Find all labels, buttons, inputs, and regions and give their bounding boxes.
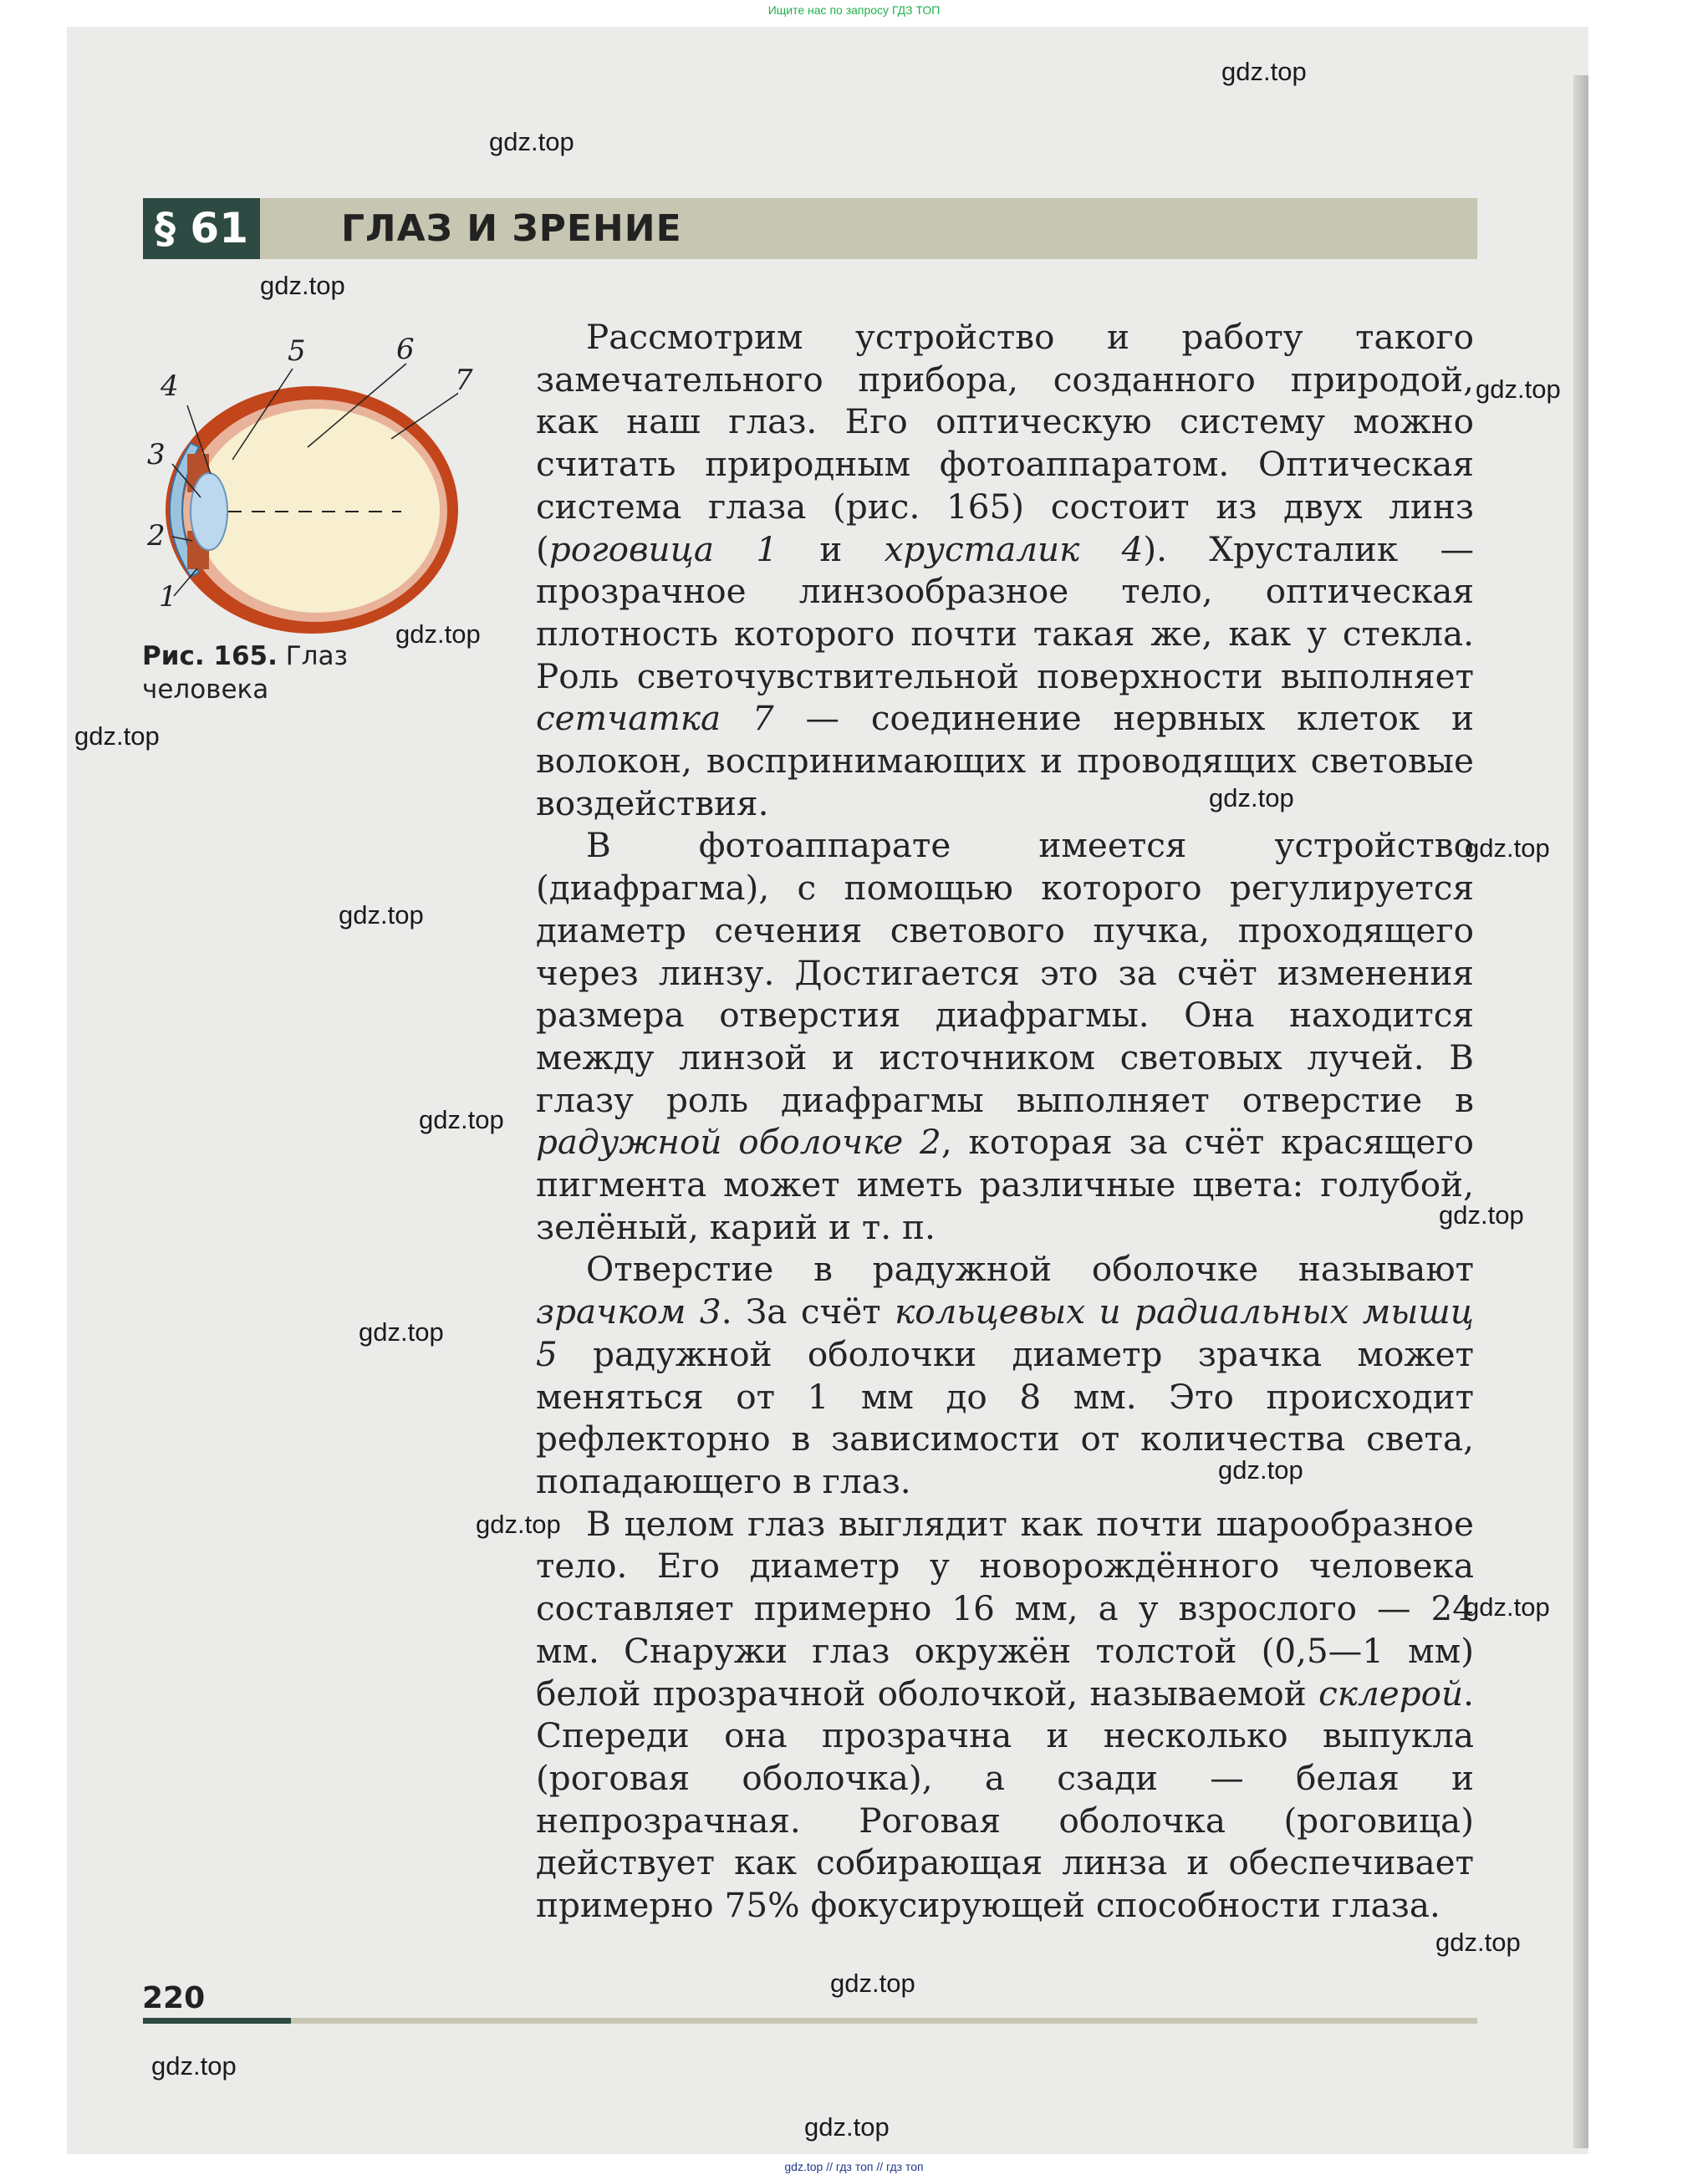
text-run: В целом глаз выглядит как почти шарообразное тело. Его диаметр у новорождённого человека составляет примерно 16 мм, а у взрослого — 24 мм. Снаружи глаз окружён толстой (0,5—1 мм) белой прозрачной оболочкой, называемой (536, 1503, 1474, 1714)
book-spine-shadow (1573, 75, 1588, 2148)
watermark: gdz.top (395, 619, 481, 649)
figure-caption-number: Рис. 165. (142, 641, 278, 671)
watermark: gdz.top (804, 2112, 890, 2142)
text-run: и (778, 528, 885, 569)
watermark: gdz.top (1209, 783, 1294, 812)
term: зрачком 3 (536, 1291, 721, 1332)
watermark: gdz.top (1435, 1928, 1521, 1957)
watermark: gdz.top (339, 900, 424, 930)
text-run: радужной оболочки диаметр зрачка может меняться от 1 мм до 8 мм. Это происходит рефлекторно в зависимости от количества света, попадающего в глаз. (536, 1333, 1474, 1501)
footer-rule (143, 2018, 1477, 2024)
section-number: § 61 (143, 198, 260, 259)
body-text (536, 316, 1474, 1927)
paragraph-1 (536, 316, 1474, 824)
term: радужной оболочке 2 (536, 1122, 941, 1163)
watermark: gdz.top (830, 1969, 915, 1998)
section-title: ГЛАЗ И ЗРЕНИЕ (341, 207, 682, 250)
figure-label-7: 7 (455, 364, 473, 397)
text-run: . Спереди она прозрачна и несколько выпукла (роговая оболочка), а сзади — белая и непрозрачная. Роговая оболочка (роговица) действует как собирающая линза и обеспечивает примерно 75% фокусирующей способности глаза. (536, 1673, 1474, 1926)
paragraph-4 (536, 1503, 1474, 1927)
term: склерой (1318, 1673, 1464, 1714)
term: кольцевых и радиальных мышц 5 (536, 1291, 1474, 1374)
page-number: 220 (142, 1981, 206, 2015)
figure-label-4: 4 (161, 369, 179, 403)
text-run: В фотоаппарате имеется устройство (диафрагма), с помощью которого регулируется диаметр сечения светового пучка, проходящего через линзу. Достигается это за счёт изменения размера отверстия диафрагмы. Она находится между линзой и источником световых лучей. В глазу роль диафрагмы выполняет отверстие в (536, 825, 1474, 1120)
watermark: gdz.top (1221, 57, 1307, 86)
watermark: gdz.top (1439, 1200, 1524, 1230)
eye-diagram (140, 330, 458, 648)
watermark: gdz.top (489, 127, 574, 156)
text-run: ). Хрусталик — прозрачное линзообразное тело, оптическая плотность которого почти такая же, как у стекла. Роль светочувствительной поверхности выполняет (536, 528, 1474, 696)
bottom-banner: gdz.top // гдз топ // гдз топ (784, 2160, 924, 2173)
text-run: , которая за счёт красящего пигмента может иметь различные цвета: голубой, зелёный, карий и т. п. (536, 1122, 1474, 1247)
watermark: gdz.top (359, 1317, 444, 1347)
watermark: gdz.top (419, 1105, 504, 1134)
term: роговица 1 (548, 528, 778, 569)
watermark: gdz.top (260, 271, 345, 300)
watermark: gdz.top (151, 2051, 237, 2081)
text-run: — соединение нервных клеток и волокон, воспринимающих и проводящих световые воздействия. (536, 698, 1474, 823)
paragraph-2 (536, 824, 1474, 1248)
watermark: gdz.top (1476, 374, 1561, 404)
text-run: Рассмотрим устройство и работу такого замечательного прибора, созданного природой, как наш глаз. Его оптическую систему можно считать природным фотоаппаратом. Оптическая система глаза (рис. 165) состоит из двух линз ( (536, 317, 1474, 569)
term: сетчатка 7 (536, 698, 774, 739)
paragraph-3 (536, 1248, 1474, 1502)
figure-caption (142, 639, 385, 706)
figure-caption-text: Глаз человека (142, 641, 348, 705)
figure-label-2: 2 (147, 519, 166, 553)
watermark: gdz.top (476, 1510, 561, 1539)
footer-rule-accent (143, 2018, 291, 2024)
watermark: gdz.top (1465, 1592, 1550, 1622)
figure-label-3: 3 (147, 438, 166, 471)
text-run: Отверстие в радужной оболочке называют (586, 1249, 1474, 1290)
term: хрусталик 4 (884, 528, 1144, 569)
text-run: . За счёт (721, 1291, 895, 1332)
figure-label-6: 6 (396, 333, 415, 366)
eye-lens (191, 473, 227, 550)
top-banner: Ищите нас по запросу ГДЗ ТОП (767, 3, 941, 17)
figure-label-5: 5 (288, 334, 306, 368)
eye-diagram-label-7 (451, 359, 485, 401)
watermark: gdz.top (1218, 1455, 1303, 1485)
figure-label-1: 1 (159, 580, 177, 614)
watermark: gdz.top (74, 721, 160, 751)
watermark: gdz.top (1465, 833, 1550, 863)
